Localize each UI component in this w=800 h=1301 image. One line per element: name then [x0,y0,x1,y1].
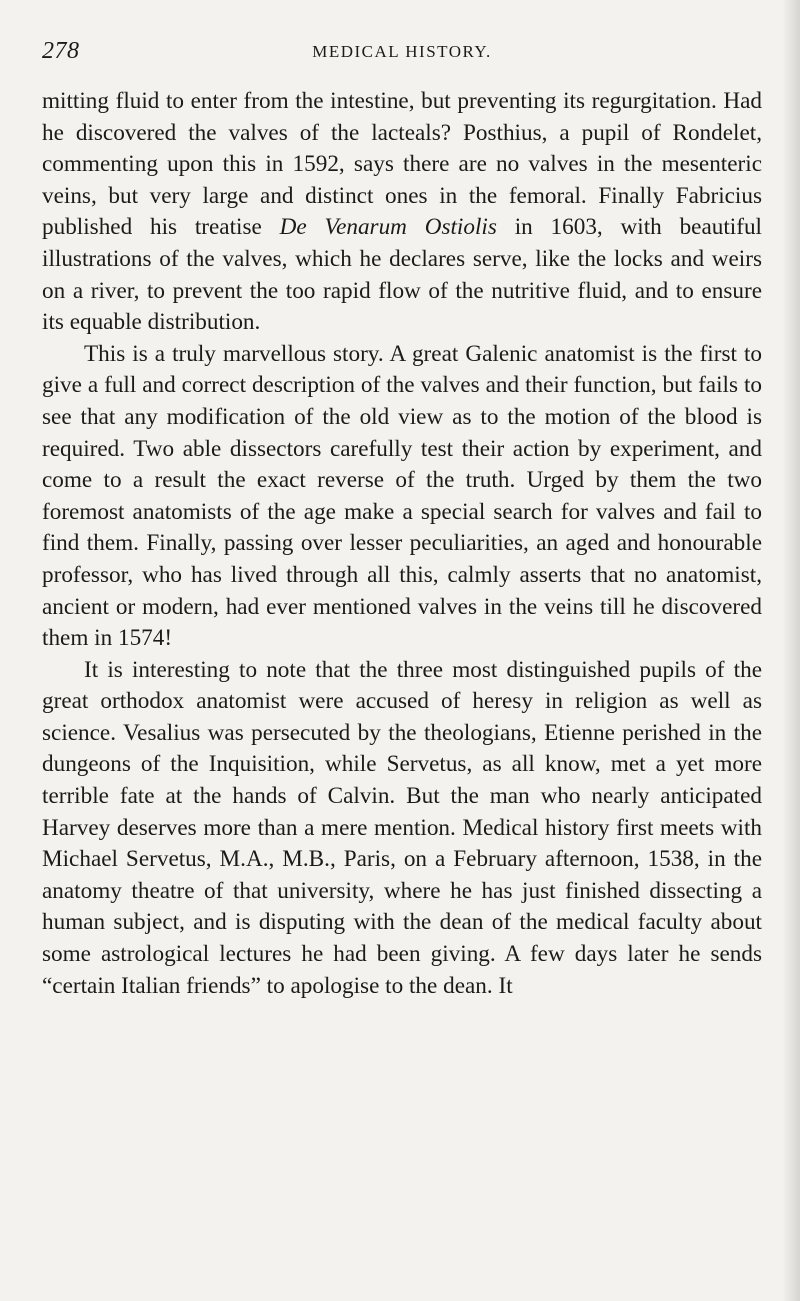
text-segment: It is interesting to note that the three most distinguished pupils of the great orthodox anatomist were accused of heresy in religion as well as science. Vesalius was persecuted by the theologians, Etienne perished in the dungeons of the Inquisition, while Servetus, as all know, met a yet more terrible fate at the hands of Calvin. But the man who nearly anticipated Harvey deserves more than a mere mention. Medical history first meets with Michael Servetus, M.A., M.B., Paris, on a February afternoon, 1538, in the anatomy theatre of that university, where he has just finished dissecting a human subject, and is disputing with the dean of the medical faculty about some astrological lectures he had been giving. A few days later he sends “certain Italian friends” to apologise to the dean. It [42,656,762,999]
body-text [42,86,762,1002]
text-segment: mitting fluid to enter from the intestine, but preventing its regurgitation. Had he discovered the valves of the lacteals? Posthius, a pupil of Rondelet, commenting upon this in 1592, says there are no valves in the mesenteric veins, but very large and distinct ones in the femoral. Finally Fabricius published his treatise [42,88,762,241]
paragraph [42,655,762,1003]
page-number: 278 [42,38,80,64]
paragraph [42,86,762,339]
page-header [42,36,762,80]
text-segment: in 1603, with beautiful illustrations of the valves, which he declares serve, like the locks and weirs on a river, to prevent the too rapid flow of the nutritive fluid, and to ensure its equable distribution. [42,214,762,336]
text-segment: This is a truly marvellous story. A great Galenic anatomist is the first to give a full and correct description of the valves and their function, but fails to see that any modification of the old view as to the motion of the blood is required. Two able dissectors carefully test their action by experiment, and come to a result the exact reverse of the truth. Urged by them the two foremost anatomists of the age make a special search for valves and fail to find them. Finally, passing over lesser peculiarities, an aged and honourable professor, who has lived through all this, calmly asserts that no anatomist, ancient or modern, had ever mentioned valves in the veins till he discovered them in 1574! [42,340,762,652]
book-title: De Venarum Ostiolis [279,214,497,241]
paragraph [42,339,762,655]
running-head: MEDICAL HISTORY. [312,42,492,61]
